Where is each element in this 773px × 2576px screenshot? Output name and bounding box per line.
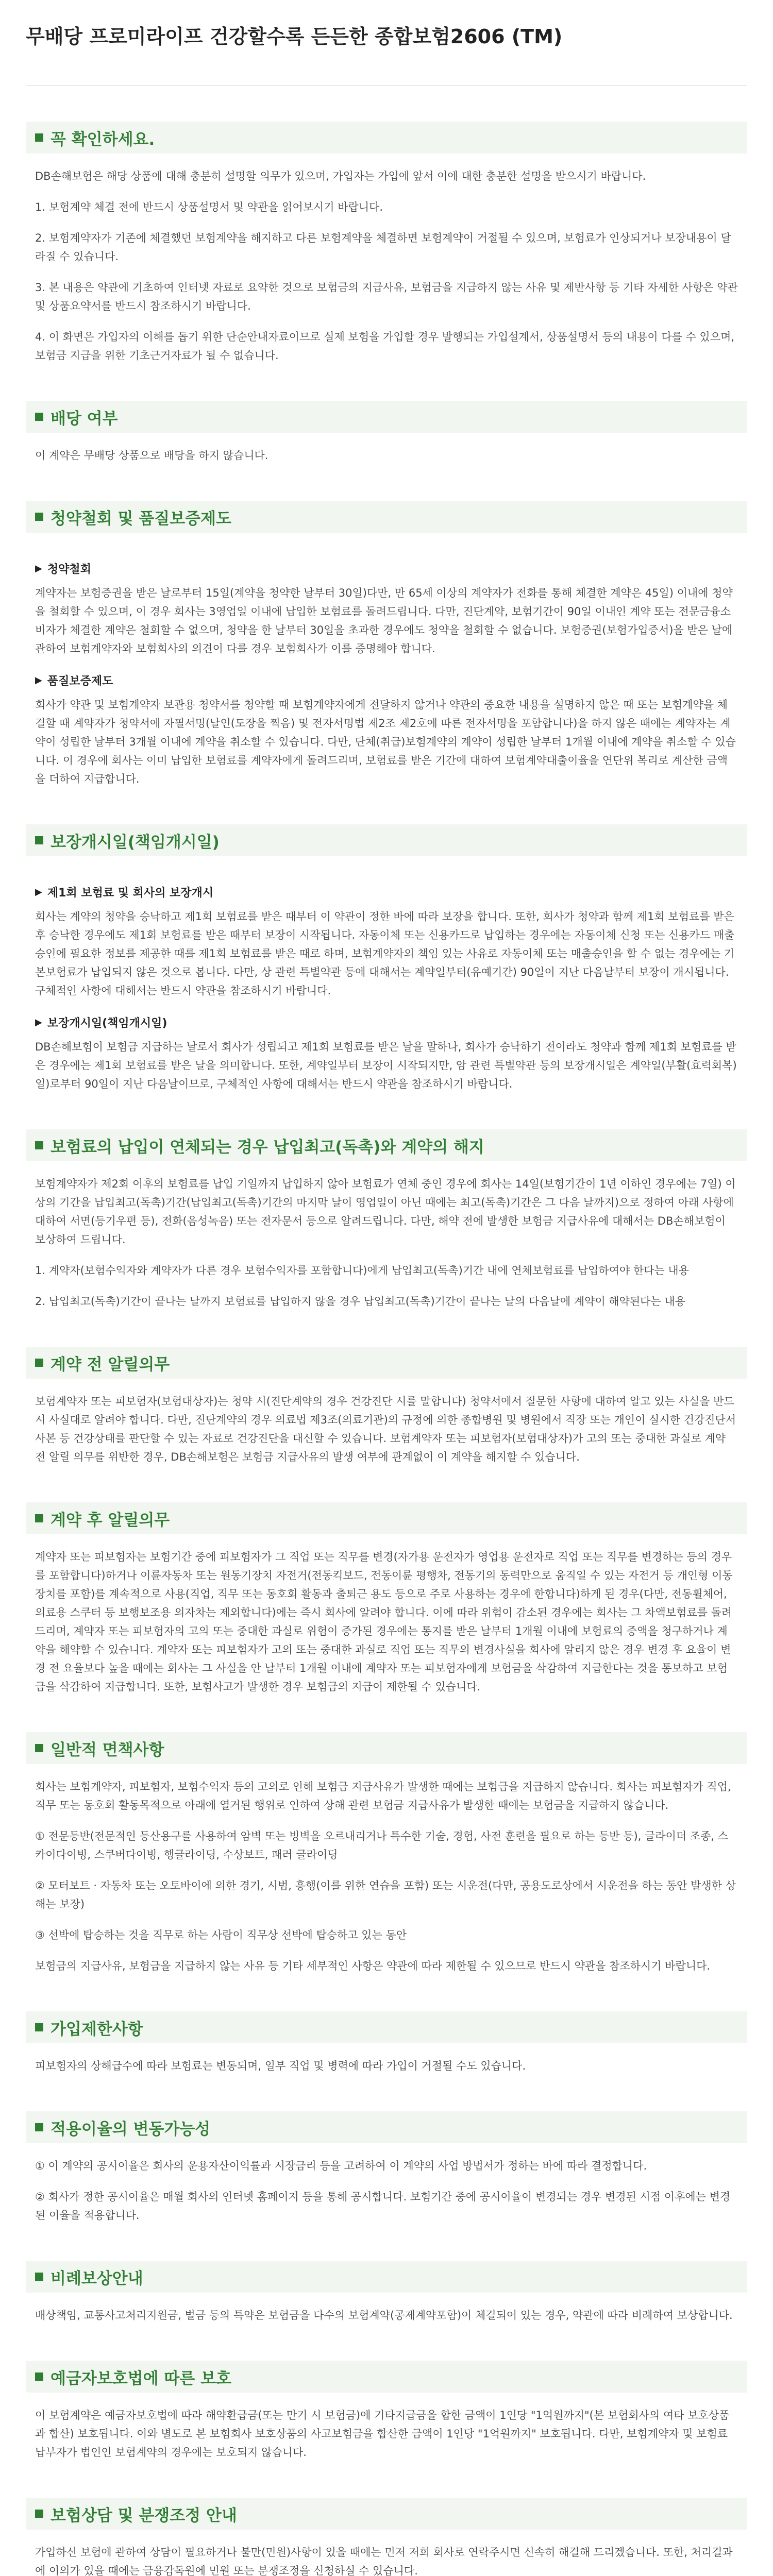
triangle-bullet-icon: ▶ xyxy=(35,1017,42,1028)
square-bullet-icon xyxy=(35,133,43,142)
sections-container xyxy=(26,122,747,2576)
square-bullet-icon xyxy=(35,2123,43,2131)
section-title: 청약철회 및 품질보증제도 xyxy=(51,509,231,528)
square-bullet-icon xyxy=(35,2372,43,2381)
section-body xyxy=(26,2530,747,2576)
subsection-label: 품질보증제도 xyxy=(47,675,113,688)
paragraph: 회사가 약관 및 보험계약자 보관용 청약서를 청약할 때 보험계약자에게 전달하지 않거나 약관의 중요한 내용을 설명하지 않은 때 또는 보험계약을 체결할 때 계약자가 청약서에 자필서명(날인(도장을 찍음) 및 전자서명법 제2조 제2호에 따른 전자서명을 포함합니다)을 하지 않은 때에는 계약자는 계약이 성립한 날부터 3개월 이내에 계약을 취소할 수 있습니다. 다만, 단체(취급)보험계약의 계약이 성립한 날부터 1개월 이내에 계약을 취소할 수 있습니다. 이 경우에 회사는 이미 납입한 보험료를 계약자에게 돌려드리며, 보험료를 받은 기간에 대하여 보험계약대출이율을 연단위 복리로 계산한 금액을 더하여 지급합니다. xyxy=(35,699,736,785)
square-bullet-icon xyxy=(35,2023,43,2031)
paragraph: 3. 본 내용은 약관에 기초하여 인터넷 자료로 요약한 것으로 보험금의 지급사유, 보험금을 지급하지 않는 사유 및 제반사항 등 기타 자세한 사항은 약관 및 상품요약서를 반드시 참조하시기 바랍니다. xyxy=(35,281,738,312)
section xyxy=(26,2361,747,2462)
section-title: 비례보상안내 xyxy=(51,2269,143,2288)
section-title: 일반적 면책사항 xyxy=(51,1740,164,1759)
paragraph: 1. 보험계약 체결 전에 반드시 상품설명서 및 약관을 읽어보시기 바랍니다. xyxy=(35,201,383,213)
section-title: 계약 전 알릴의무 xyxy=(51,1355,170,1374)
section-body xyxy=(26,1764,747,1975)
square-bullet-icon xyxy=(35,2510,43,2518)
section xyxy=(26,824,747,1093)
section xyxy=(26,1732,747,1975)
subsection-label: 청약철회 xyxy=(47,563,91,576)
section-title: 예금자보호법에 따른 보호 xyxy=(51,2369,231,2388)
section-title: 적용이율의 변동가능성 xyxy=(51,2120,211,2139)
triangle-bullet-icon: ▶ xyxy=(35,563,42,574)
square-bullet-icon xyxy=(35,836,43,844)
paragraph: 회사는 계약의 청약을 승낙하고 제1회 보험료를 받은 때부터 이 약관이 정한 바에 따라 보장을 합니다. 또한, 회사가 청약과 함께 제1회 보험료를 받은 후 승낙한 경우에도 제1회 보험료를 받은 때부터 보장이 시작됩니다. 자동이체 또는 신용카드로 납입하는 경우에는 자동이체 신청 또는 신용카드 매출 승인에 필요한 정보를 제공한 때를 제1회 보험료를 받은 때로 하며, 보험계약자의 책임 있는 사유로 자동이체 또는 매출승인을 할 수 없는 경우에는 기본보험료가 납입되지 않은 것으로 봅니다. 다만, 상 관련 특별약관 등에 대해서는 계약일부터(유예기간) 90일이 지난 다음날부터 보장이 개시됩니다. 구체적인 사항에 대해서는 반드시 약관을 참조하시기 바랍니다. xyxy=(35,910,735,997)
square-bullet-icon xyxy=(35,1359,43,1367)
section xyxy=(26,2111,747,2225)
section-title: 보장개시일(책임개시일) xyxy=(51,833,220,852)
section-body xyxy=(26,1161,747,1311)
section-body xyxy=(26,154,747,365)
section xyxy=(26,1129,747,1311)
paragraph: 배상책임, 교통사고처리지원금, 벌금 등의 특약은 보험금을 다수의 보험계약(공제계약포함)이 체결되어 있는 경우, 약관에 따라 비례하여 보상합니다. xyxy=(35,2309,733,2321)
subsection-heading xyxy=(35,884,738,900)
triangle-bullet-icon: ▶ xyxy=(35,675,42,686)
paragraph: 보험계약자 또는 피보험자(보험대상자)는 청약 시(진단계약의 경우 건강진단 시를 말합니다) 청약서에서 질문한 사항에 대하여 알고 있는 사실을 반드시 사실대로 알려야 합니다. 다만, 진단계약의 경우 의료법 제3조(의료기관)의 규정에 의한 종합병원 및 병원에서 직장 또는 개인이 실시한 건강진단서 사본 등 건강상태를 판단할 수 있는 자료로 건강진단을 대신할 수 있습니다. 보험계약자 또는 피보험자(보험대상자)가 고의 또는 중대한 과실로 계약 전 알릴 의무를 위반한 경우, DB손해보험은 보험금 지급사유의 발생 여부에 관계없이 이 계약을 해지할 수 있습니다. xyxy=(35,1395,736,1463)
section-header xyxy=(26,1129,747,1161)
triangle-bullet-icon: ▶ xyxy=(35,887,42,897)
section xyxy=(26,501,747,788)
section-header xyxy=(26,2361,747,2393)
paragraph: 회사는 보험계약자, 피보험자, 보험수익자 등의 고의로 인해 보험금 지급사유가 발생한 때에는 보험금을 지급하지 않습니다. 회사는 피보험자가 직업, 직무 또는 동호회 활동목적으로 아래에 열거된 행위로 인하여 상해 관련 보험금 지급사유가 발생한 때에는 보험금을 지급하지 않습니다. xyxy=(35,1781,731,1811)
section-title: 꼭 확인하세요. xyxy=(51,130,155,149)
section-body xyxy=(26,1379,747,1466)
subsection-heading xyxy=(35,1014,738,1030)
section-title: 보험상담 및 분쟁조정 안내 xyxy=(51,2506,237,2525)
square-bullet-icon xyxy=(35,2273,43,2281)
paragraph: ① 전문등반(전문적인 등산용구를 사용하여 암벽 또는 빙벽을 오르내리거나 특수한 기술, 경험, 사전 훈련을 필요로 하는 등반 등), 글라이더 조종, 스카이다이빙, 스쿠버다이빙, 행글라이딩, 수상보트, 패러 글라이딩 xyxy=(35,1830,729,1861)
section-title: 가입제한사항 xyxy=(51,2020,143,2039)
subsection-heading xyxy=(35,561,738,577)
paragraph: 2. 납입최고(독촉)기간이 끝나는 날까지 보험료를 납입하지 않을 경우 납입최고(독촉)기간이 끝나는 날의 다음날에 계약이 해약된다는 내용 xyxy=(35,1295,685,1308)
section-header xyxy=(26,1502,747,1534)
section xyxy=(26,2011,747,2075)
paragraph: 2. 보험계약자가 기존에 체결했던 보험계약을 해지하고 다른 보험계약을 체결하면 보험계약이 거절될 수 있으며, 보험료가 인상되거나 보장내용이 달라질 수 있습니다. xyxy=(35,232,731,263)
paragraph: 계약자는 보험증권을 받은 날로부터 15일(계약을 청약한 날부터 30일)다만, 만 65세 이상의 계약자가 전화를 통해 체결한 계약은 45일) 이내에 청약을 철회할 수 있으며, 이 경우 회사는 3영업일 이내에 납입한 보험료를 돌려드립니다. 다만, 진단계약, 보험기간이 90일 이내인 계약 또는 전문금융소비자가 체결한 계약은 철회할 수 없으며, 청약을 한 날부터 30일을 초과한 경우에도 청약을 철회할 수 없습니다. 보험증권(보험가입증서)을 받은 날에 관하여 보험계약자와 보험회사의 의견이 다를 경우 보험회사가 이를 증명해야 합니다. xyxy=(35,587,733,655)
section-body xyxy=(26,2043,747,2075)
paragraph: ② 모터보트 · 자동차 또는 오토바이에 의한 경기, 시범, 흥행(이를 위한 연습을 포함) 또는 시운전(다만, 공용도로상에서 시운전을 하는 동안 발생한 상해는 보장) xyxy=(35,1879,736,1910)
section-header xyxy=(26,2111,747,2143)
paragraph: 4. 이 화면은 가입자의 이해를 돕기 위한 단순안내자료이므로 실제 보험을 가입할 경우 발행되는 가입설계서, 상품설명서 등의 내용이 다를 수 있으며, 보험금 지급을 위한 기초근거자료가 될 수 없습니다. xyxy=(35,331,735,362)
section-header xyxy=(26,401,747,433)
section-header xyxy=(26,501,747,533)
paragraph: ③ 선박에 탑승하는 것을 직무로 하는 사람이 직무상 선박에 탑승하고 있는 동안 xyxy=(35,1929,407,1941)
section-header xyxy=(26,1732,747,1764)
square-bullet-icon xyxy=(35,413,43,421)
paragraph: 계약자 또는 피보험자는 보험기간 중에 피보험자가 그 직업 또는 직무를 변경(자가용 운전자가 영업용 운전자로 직업 또는 직무를 변경하는 등의 경우를 포함합니다)하거나 이륜자동차 또는 원동기장치 자전거(전동킥보드, 전동이륜 평행차, 전동기의 동력만으로 움직일 수 있는 자전거 등 개인형 이동장치를 포함)를 계속적으로 사용(직업, 직무 또는 동호회 활동과 출퇴근 용도 등으로 주로 사용하는 경우에 한합니다)하게 된 경우(다만, 전동휠체어, 의료용 스쿠터 등 보행보조용 의자차는 제외합니다)에는 즉시 회사에 알려야 합니다. 이에 따라 위험이 감소된 경우에는 회사는 그 차액보험료를 돌려드리며, 계약자 또는 피보험자의 고의 또는 중대한 과실로 위험이 증가된 경우에는 통지를 받은 날부터 1개월 이내에 보험료의 증액을 청구하거나 계약을 해약할 수 있습니다. 계약자 또는 피보험자가 고의 또는 중대한 과실로 직업 또는 직무의 변경사실을 회사에 알리지 않은 경우 변경 후 요율이 변경 전 요율보다 높을 때에는 회사는 그 사실을 안 날부터 1개월 이내에 계약자 또는 피보험자에게 보험금을 삭감하여 지급한다는 것을 통보하고 보험금을 삭감하여 지급합니다. 또한, 보험사고가 발생한 경우 보험금의 지급이 제한될 수 있습니다. xyxy=(35,1551,733,1693)
section-header xyxy=(26,2261,747,2293)
page-title: 무배당 프로미라이프 건강할수록 든든한 종합보험2606 (TM) xyxy=(26,0,747,86)
section-title: 계약 후 알릴의무 xyxy=(51,1511,170,1530)
paragraph: 보험계약자가 제2회 이후의 보험료를 납입 기일까지 납입하지 않아 보험료가 연체 중인 경우에 회사는 14일(보험기간이 1년 이하인 경우에는 7일) 이상의 기간을 납입최고(독촉)기간(납입최고(독촉)기간의 마지막 날이 영업일이 아닌 때에는 최고(독촉)기간은 그 다음 날까지)으로 정하여 아래 사항에 대하여 서면(등기우편 등), 전화(음성녹음) 또는 전자문서 등으로 알려드립니다. 다만, 해약 전에 발생한 보험금 지급사유에 대해서는 DB손해보험이 보상하여 드립니다. xyxy=(35,1178,736,1246)
section-title: 배당 여부 xyxy=(51,409,118,428)
section-body xyxy=(26,1534,747,1696)
square-bullet-icon xyxy=(35,1744,43,1752)
paragraph: DB손해보험이 보험금 지급하는 날로서 회사가 성립되고 제1회 보험료를 받은 날을 말하나, 회사가 승낙하기 전이라도 청약과 함께 제1회 보험료를 받은 경우에는 제1회 보험료를 받은 날을 의미합니다. 또한, 계약일부터 보장이 시작되지만, 암 관련 특별약관 등의 보장개시일은 계약일(부활(효력회복)일)로부터 90일이 지난 다음날이므로, 구체적인 사항에 대해서는 반드시 약관을 참조하시기 바랍니다. xyxy=(35,1041,737,1090)
section xyxy=(26,2261,747,2325)
section-body xyxy=(26,533,747,788)
square-bullet-icon xyxy=(35,1514,43,1522)
paragraph: DB손해보험은 해당 상품에 대해 충분히 설명할 의무가 있으며, 가입자는 가입에 앞서 이에 대한 충분한 설명을 받으시기 바랍니다. xyxy=(35,170,646,182)
section-body xyxy=(26,433,747,465)
paragraph: 가입하신 보험에 관하여 상담이 필요하거나 불만(민원)사항이 있을 때에는 먼저 저희 회사로 연락주시면 신속히 해결해 드리겠습니다. 또한, 처리결과에 이의가 있을 때에는 금융감독원에 민원 또는 분쟁조정을 신청하실 수 있습니다. xyxy=(35,2546,733,2576)
section-body xyxy=(26,856,747,1093)
section-header xyxy=(26,2498,747,2530)
section-header xyxy=(26,2011,747,2043)
paragraph: ② 회사가 정한 공시이율은 매월 회사의 인터넷 홈페이지 등을 통해 공시합니다. 보험기간 중에 공시이율이 변경되는 경우 변경된 시점 이후에는 변경된 이율을 적용합니다. xyxy=(35,2191,731,2222)
section xyxy=(26,2498,747,2576)
section-body xyxy=(26,2293,747,2325)
section xyxy=(26,1502,747,1696)
subsection-label: 제1회 보험료 및 회사의 보장개시 xyxy=(47,887,214,900)
section-body xyxy=(26,2143,747,2225)
section xyxy=(26,401,747,465)
paragraph: 1. 계약자(보험수익자와 계약자가 다른 경우 보험수익자를 포함합니다)에게 납입최고(독촉)기간 내에 연체보험료를 납입하여야 한다는 내용 xyxy=(35,1264,689,1277)
section-body xyxy=(26,2393,747,2462)
paragraph: 이 보험계약은 예금자보호법에 따라 해약환급금(또는 만기 시 보험금)에 기타지급금을 합한 금액이 1인당 "1억원까지"(본 보험회사의 여타 보호상품과 합산) 보호됩니다. 이와 별도로 본 보험회사 보호상품의 사고보험금을 합산한 금액이 1인당 "1억원까지" 보호됩니다. 다만, 보험계약자 및 보험료납부자가 법인인 보험계약의 경우에는 보호되지 않습니다. xyxy=(35,2409,730,2459)
subsection-heading xyxy=(35,672,738,688)
square-bullet-icon xyxy=(35,513,43,521)
square-bullet-icon xyxy=(35,1141,43,1149)
section xyxy=(26,122,747,365)
paragraph: 보험금의 지급사유, 보험금을 지급하지 않는 사유 등 기타 세부적인 사항은 약관에 따라 제한될 수 있으므로 반드시 약관을 참조하시기 바랍니다. xyxy=(35,1960,711,1972)
section-header xyxy=(26,122,747,154)
paragraph: 이 계약은 무배당 상품으로 배당을 하지 않습니다. xyxy=(35,449,268,462)
section-title: 보험료의 납입이 연체되는 경우 납입최고(독촉)와 계약의 해지 xyxy=(51,1138,484,1157)
section xyxy=(26,1347,747,1466)
subsection-label: 보장개시일(책임개시일) xyxy=(47,1017,167,1030)
paragraph: ① 이 계약의 공시이율은 회사의 운용자산이익률과 시장금리 등을 고려하여 이 계약의 사업 방법서가 정하는 바에 따라 결정합니다. xyxy=(35,2160,647,2172)
section-header xyxy=(26,824,747,856)
paragraph: 피보험자의 상해급수에 따라 보험료는 변동되며, 일부 직업 및 병력에 따라 가입이 거절될 수도 있습니다. xyxy=(35,2060,526,2072)
section-header xyxy=(26,1347,747,1379)
